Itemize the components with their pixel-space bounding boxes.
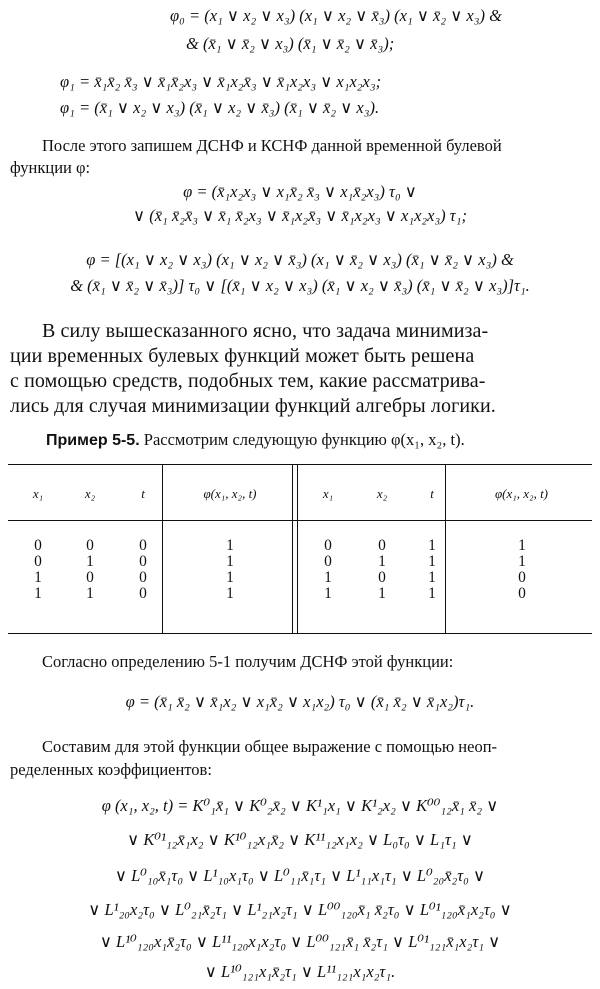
formula-phi0-line2: & (x̄₁ ∨ x̄₂ ∨ x₃) (x̄₁ ∨ x̄₂ ∨ x̄₃); [186,34,395,53]
header-x1-right: x₁ [322,486,334,501]
table-cell: 1 [378,585,386,602]
table-cell: 1 [428,537,436,554]
table-top-rule [8,464,592,465]
table-cell: 0 [34,537,42,554]
table-cell: 0 [518,585,526,602]
table-cell: 1 [428,569,436,586]
header-t-right: t [430,486,434,501]
truth-table [8,464,592,634]
table-cell: 1 [226,537,234,554]
formula-general-line6: ∨ L¹⁰₁₂₁x₁x̄₂τ₁ ∨ L¹¹₁₂₁x₁x₂τ₁. [204,962,396,981]
table-cell: 0 [139,585,147,602]
example-heading [46,430,465,450]
paragraph-minimization-1: В силу вышесказанного ясно, что задача минимиза- [42,320,489,342]
formula-phi1-dnf: φ₁ = x̄₁x̄₂ x̄₃ ∨ x̄₁x̄₂x₃ ∨ x̄₁x₂x̄₃ ∨ x̄₁x₂x₃ ∨ x₁x₂x₃; [60,72,382,91]
table-cell: 1 [86,553,94,570]
table-cell: 1 [226,553,234,570]
formula-phi-ksnf-line2: & (x̄₁ ∨ x̄₂ ∨ x̄₃)] τ₀ ∨ [(x̄₁ ∨ x₂ ∨ x₃) (x̄₁ ∨ x₂ ∨ x̄₃) (x̄₁ ∨ x̄₂ ∨ x₃)]τ₁. [70,276,530,295]
formula-general-line1: φ (x₁, x₂, t) = K⁰₁x̄₁ ∨ K⁰₂x̄₂ ∨ K¹₁x₁ ∨ K¹₂x₂ ∨ K⁰⁰₁₂x̄₁ x̄₂ ∨ [101,796,499,815]
formula-phi-dsnf-line1: φ = (x̄₁x₂x₃ ∨ x₁x̄₂ x̄₃ ∨ x₁x̄₂x₃) τ₀ ∨ [183,182,417,201]
table-header-rule [8,520,592,521]
table-cell: 1 [428,553,436,570]
paragraph-minimization-4: лись для случая минимизации функций алгебры логики. [10,395,496,417]
table-cell: 1 [86,585,94,602]
formula-phi1-cnf: φ₁ = (x̄₁ ∨ x₂ ∨ x₃) (x̄₁ ∨ x₂ ∨ x̄₃) (x̄₁ ∨ x̄₂ ∨ x₃). [60,98,380,117]
table-cell: 1 [226,569,234,586]
formula-dsnf-example: φ = (x̄₁ x̄₂ ∨ x̄₁x₂ ∨ x₁x̄₂ ∨ x₁x₂) τ₀ ∨ (x̄₁ x̄₂ ∨ x̄₁x₂)τ₁. [125,692,475,711]
formula-general-line4: ∨ L¹₂₀x₂τ₀ ∨ L⁰₂₁x̄₂τ₁ ∨ L¹₂₁x₂τ₁ ∨ L⁰⁰₁₂₀x̄₁ x̄₂τ₀ ∨ L⁰¹₁₂₀x̄₁x₂τ₀ ∨ [88,900,512,919]
formula-phi-dsnf-line2: ∨ (x̄₁ x̄₂x̄₃ ∨ x̄₁ x̄₂x₃ ∨ x̄₁x₂x̄₃ ∨ x̄₁x₂x₃ ∨ x₁x₂x₃) τ₁; [133,206,467,225]
table-cell: 1 [378,553,386,570]
table-cell: 0 [139,537,147,554]
table-vrule-double-a [292,464,293,634]
formula-phi0-line1: φ₀ = (x₁ ∨ x₂ ∨ x₃) (x₁ ∨ x₂ ∨ x̄₃) (x₁ ∨ x̄₂ ∨ x₃) & [170,6,502,25]
table-cell: 1 [428,585,436,602]
table-cell: 0 [324,537,332,554]
example-text: Рассмотрим следующую функцию φ(x₁, x₂, t). [143,430,465,449]
header-phi-right: φ(x₁, x₂, t) [494,486,549,501]
table-cell: 1 [518,537,526,554]
paragraph-coefficients: Составим для этой функции общее выражение с помощью неоп- [42,737,498,756]
paragraph-minimization-2: ции временных булевых функций может быть решена [10,345,475,367]
table-cell: 0 [34,553,42,570]
table-cell: 0 [324,553,332,570]
formula-phi-ksnf-line1: φ = [(x₁ ∨ x₂ ∨ x₃) (x₁ ∨ x₂ ∨ x̄₃) (x₁ ∨ x̄₂ ∨ x₃) (x̄₁ ∨ x̄₂ ∨ x₃) & [86,250,514,269]
header-phi-left: φ(x₁, x₂, t) [203,486,257,501]
formula-general-line3: ∨ L⁰₁₀x̄₁τ₀ ∨ L¹₁₀x₁τ₀ ∨ L⁰₁₁x̄₁τ₁ ∨ L¹₁₁x₁τ₁ ∨ L⁰₂₀x̄₂τ₀ ∨ [114,866,486,885]
paragraph-definition: Согласно определению 5-1 получим ДСНФ этой функции: [42,652,454,671]
header-t-left: t [141,486,145,501]
table-bottom-rule [8,633,592,634]
table-cell: 1 [226,585,234,602]
header-x2-left: x₂ [84,486,96,501]
table-cell: 0 [139,553,147,570]
paragraph-dsnf-ksnf: После этого запишем ДСНФ и КСНФ данной временной булевой [42,136,502,155]
table-cell: 1 [518,553,526,570]
table-cell: 0 [139,569,147,586]
header-x2-right: x₂ [376,486,388,501]
paragraph-coefficients-cont: ределенных коэффициентов: [10,760,212,779]
table-cell: 0 [378,569,386,586]
table-cell: 1 [324,569,332,586]
table-cell: 0 [86,569,94,586]
table-cell: 0 [518,569,526,586]
table-cell: 0 [86,537,94,554]
table-cell: 1 [324,585,332,602]
formula-general-line2: ∨ K⁰¹₁₂x̄₁x₂ ∨ K¹⁰₁₂x₁x̄₂ ∨ K¹¹₁₂x₁x₂ ∨ L₀τ₀ ∨ L₁τ₁ ∨ [127,830,473,849]
header-x1-left: x₁ [32,486,44,501]
table-cell: 1 [34,569,42,586]
example-label: Пример 5-5. [46,432,140,449]
table-cell: 1 [34,585,42,602]
table-cell: 0 [378,537,386,554]
formula-general-line5: ∨ L¹⁰₁₂₀x₁x̄₂τ₀ ∨ L¹¹₁₂₀x₁x₂τ₀ ∨ L⁰⁰₁₂₁x̄₁ x̄₂τ₁ ∨ L⁰¹₁₂₁x̄₁x₂τ₁ ∨ [99,932,501,951]
paragraph-minimization-3: с помощью средств, подобных тем, какие рассматрива- [10,370,486,392]
paragraph-dsnf-ksnf-cont: функции φ: [10,158,91,177]
